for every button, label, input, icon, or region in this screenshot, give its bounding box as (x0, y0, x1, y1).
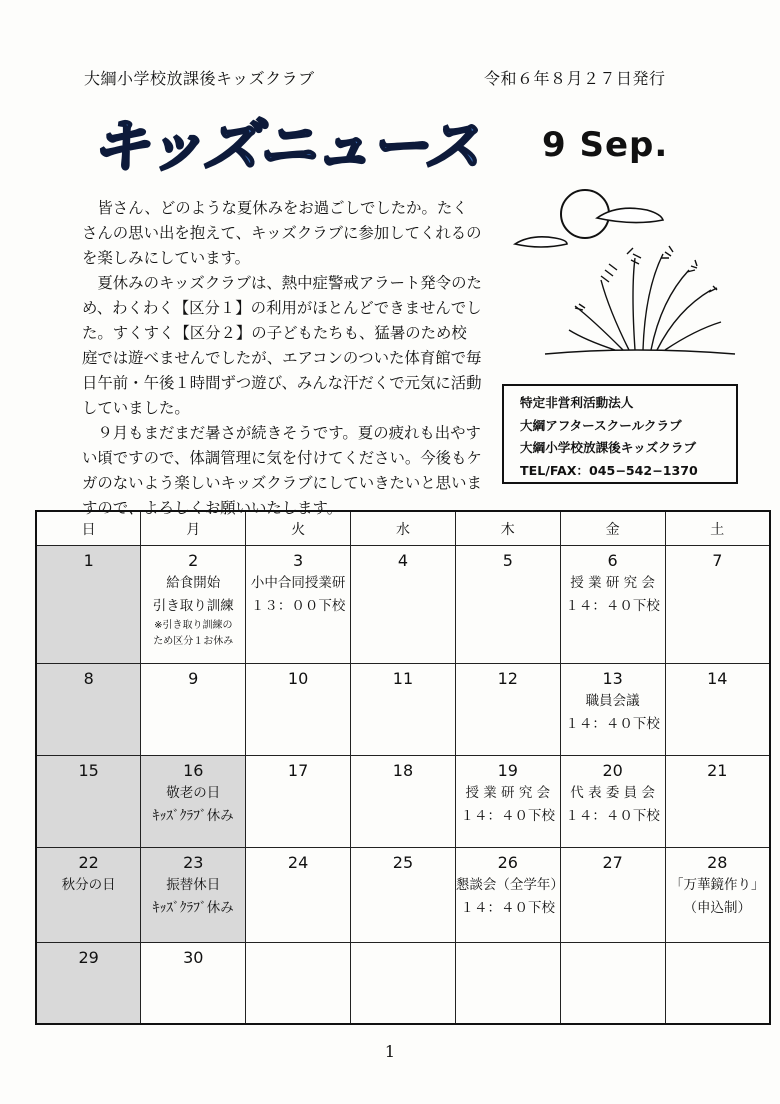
intro-paragraph: 皆さん、どのような夏休みをお過ごしでしたか。たくさんの思い出を抱えて、キッズクラブに参加してくれるのを楽しみにしています。 (82, 199, 482, 267)
day-number: 15 (78, 761, 99, 780)
organization-box (502, 384, 738, 484)
day-number: 20 (602, 761, 623, 780)
calendar-day-cell (665, 756, 770, 848)
weekday-mon: 月 (141, 511, 246, 546)
moon-susuki-illustration (505, 180, 737, 370)
weekday-header-row (36, 511, 770, 546)
calendar-empty-cell (246, 943, 351, 1025)
logo-text: キッズニュース (91, 112, 479, 180)
calendar-day-cell (141, 943, 246, 1025)
day-note: ため区分１お休み (153, 636, 234, 647)
calendar-day-cell (351, 848, 456, 943)
calendar-week-row (36, 664, 770, 756)
day-event: １４：４０下校 (565, 808, 660, 824)
calendar-day-cell (560, 756, 665, 848)
calendar-empty-cell (560, 943, 665, 1025)
calendar-day-cell (455, 664, 560, 756)
day-event: （申込制） (683, 900, 752, 916)
day-number: 16 (183, 761, 204, 780)
cloud-icon (597, 208, 663, 222)
intro-paragraph: 夏休みのキッズクラブは、熱中症警戒アラート発令のため、わくわく【区分１】の利用がほとんどできませんでした。すくすく【区分２】の子どもたちも、猛暑のため校庭では遊べませんでしたが、エアコンのついた体育館で毎日午前・午後１時間ずつ遊び、みんな汗だくで元気に活動していました。 (82, 274, 482, 417)
cloud-icon (515, 237, 567, 247)
calendar-day-cell (141, 664, 246, 756)
day-number: 8 (83, 669, 94, 688)
calendar-day-cell (141, 546, 246, 664)
calendar-day-cell (141, 848, 246, 943)
calendar-day-cell (455, 756, 560, 848)
day-number: 3 (293, 551, 304, 570)
day-number: 18 (392, 761, 414, 780)
day-number: 7 (712, 551, 723, 570)
calendar-day-cell (36, 664, 141, 756)
day-number: 10 (287, 669, 309, 688)
weekday-wed: 水 (351, 511, 456, 546)
calendar-day-cell (351, 546, 456, 664)
calendar-day-cell (560, 848, 665, 943)
day-event: ｷｯｽﾞｸﾗﾌﾞ休み (152, 808, 234, 824)
calendar-empty-cell (665, 943, 770, 1025)
day-number: 14 (707, 669, 728, 688)
calendar-day-cell (36, 756, 141, 848)
day-number: 9 (188, 669, 199, 688)
day-event: １４：４０下校 (565, 716, 660, 732)
weekday-sat: 土 (665, 511, 770, 546)
calendar-day-cell (665, 848, 770, 943)
issue-date: 令和６年８月２７日発行 (484, 69, 666, 88)
calendar-empty-cell (455, 943, 560, 1025)
day-number: 27 (602, 853, 623, 872)
day-number: 25 (392, 853, 414, 872)
day-number: 17 (287, 761, 309, 780)
intro-text (82, 196, 482, 521)
day-event: １３：００下校 (250, 598, 346, 614)
day-event: 引き取り訓練 (152, 598, 234, 614)
calendar-day-cell (455, 546, 560, 664)
day-event: 授 業 研 究 会 (570, 575, 655, 591)
weekday-sun: 日 (36, 511, 141, 546)
weekday-thu: 木 (455, 511, 560, 546)
day-number: 12 (497, 669, 518, 688)
intro-paragraph: ９月もまだまだ暑さが続きそうです。夏の疲れも出やすい頃ですので、体調管理に気を付けてください。今後もケガのないよう楽しいキッズクラブにしていきたいと思いますので、よろしくお願いいたします。 (82, 424, 482, 517)
day-event: 「万華鏡作り」 (670, 877, 765, 893)
day-event: 秋分の日 (61, 877, 116, 893)
day-event: １４：４０下校 (565, 598, 660, 614)
calendar-day-cell (560, 546, 665, 664)
day-event: 職員会議 (585, 693, 640, 709)
moon-icon (561, 190, 609, 238)
day-event: 授 業 研 究 会 (465, 785, 551, 801)
day-number: 24 (287, 853, 309, 872)
calendar-day-cell (455, 848, 564, 943)
day-event: 敬老の日 (166, 785, 221, 801)
day-number: 13 (602, 669, 623, 688)
calendar-empty-cell (351, 943, 456, 1025)
day-event: 給食開始 (166, 575, 221, 591)
weekday-tue: 火 (246, 511, 351, 546)
day-event: １４：４０下校 (460, 808, 556, 824)
club-name: 大綱小学校放課後キッズクラブ (84, 69, 315, 88)
calendar-day-cell (246, 546, 351, 664)
day-event: 代 表 委 員 会 (570, 785, 655, 801)
day-number: 11 (392, 669, 414, 688)
calendar-week-row (36, 848, 770, 943)
day-number: 22 (78, 853, 99, 872)
org-type: 特定非営利活動法人 (520, 395, 634, 410)
day-event: １４：４０下校 (460, 900, 556, 916)
tel-fax: TEL/FAX：045−542−1370 (520, 462, 698, 478)
pampas-grass-icon (545, 246, 735, 354)
calendar-day-cell (36, 546, 141, 664)
month-badge: 9 Sep. (542, 125, 669, 165)
calendar-day-cell (246, 664, 351, 756)
day-number: 4 (397, 551, 409, 570)
day-number: 2 (188, 551, 199, 570)
calendar-day-cell (665, 546, 770, 664)
weekday-fri: 金 (560, 511, 665, 546)
org-name: 大綱アフタースクールクラブ (520, 417, 682, 433)
calendar-day-cell (351, 664, 456, 756)
day-number: 26 (497, 853, 518, 872)
calendar-day-cell (246, 756, 351, 848)
day-number: 6 (607, 551, 618, 570)
day-number: 1 (83, 551, 94, 570)
day-number: 5 (502, 551, 513, 570)
calendar-day-cell (560, 664, 665, 756)
day-number: 28 (707, 853, 728, 872)
calendar-day-cell (36, 848, 141, 943)
day-number: 29 (78, 948, 99, 967)
day-note: ※引き取り訓練の (154, 620, 233, 631)
day-number: 23 (183, 853, 204, 872)
calendar-week-row (36, 546, 770, 664)
day-number: 19 (497, 761, 518, 780)
calendar-table (35, 510, 771, 1025)
calendar-day-cell (665, 664, 770, 756)
day-event: 小中合同授業研 (250, 575, 346, 591)
day-event: 振替休日 (166, 877, 221, 893)
calendar-day-cell (351, 756, 456, 848)
page-number: 1 (384, 1042, 396, 1061)
day-number: 30 (183, 948, 204, 967)
calendar-day-cell (36, 943, 141, 1025)
kids-news-logo (88, 110, 483, 180)
day-event: ｷｯｽﾞｸﾗﾌﾞ休み (152, 900, 234, 916)
calendar-day-cell (141, 756, 246, 848)
club-full-name: 大綱小学校放課後キッズクラブ (520, 440, 697, 455)
calendar-day-cell (246, 848, 351, 943)
calendar-week-row (36, 756, 770, 848)
day-event: 懇談会（全学年） (455, 877, 564, 893)
calendar-week-row (36, 943, 770, 1025)
day-number: 21 (707, 761, 728, 780)
